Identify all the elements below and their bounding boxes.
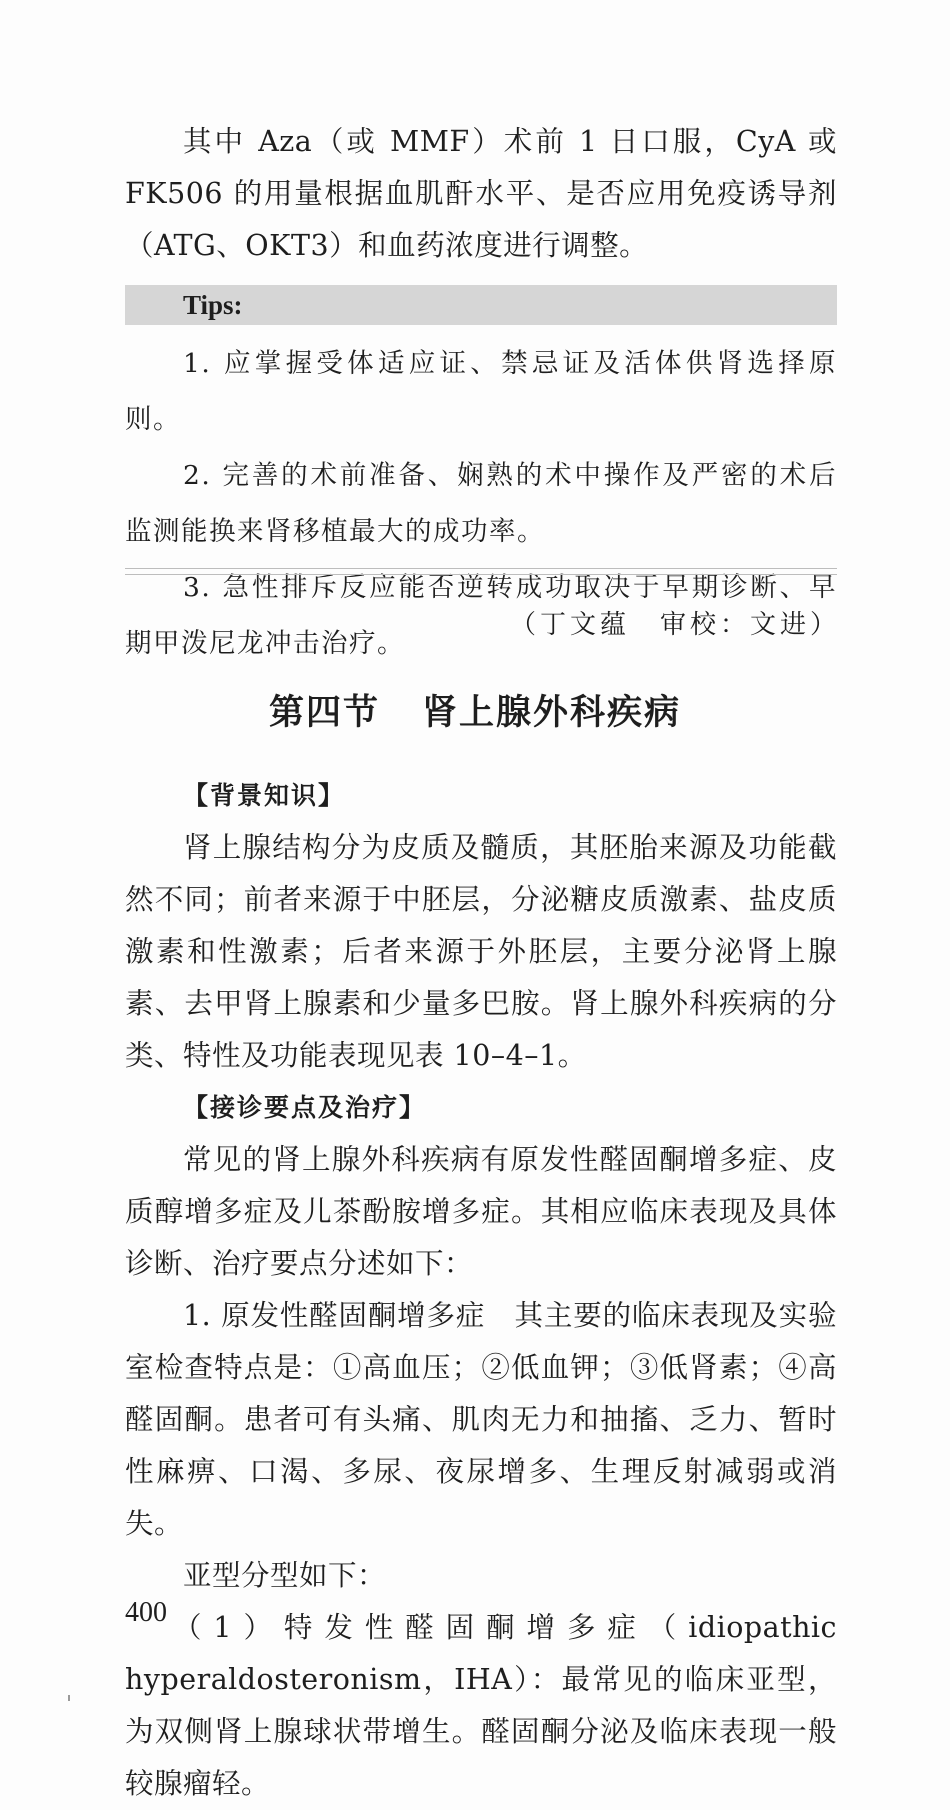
tips-label: Tips: (183, 290, 243, 320)
diagnosis-heading: 【接诊要点及治疗】 (183, 1093, 427, 1122)
section-title: 肾上腺外科疾病 (422, 692, 682, 733)
tips-item: 1. 应掌握受体适应证、禁忌证及活体供肾选择原则。 (125, 348, 837, 435)
iha-paragraph: （1）特发性醛固酮增多症（idiopathic hyperaldosteronism，IHA）：最常见的临床亚型，为双侧肾上腺球状带增生。醛固酮分泌及临床表现一般较腺瘤轻。 (125, 1611, 837, 1800)
subtype-intro: 亚型分型如下： (183, 1559, 387, 1592)
tips-item: 3. 急性排斥反应能否逆转成功取决于早期诊断、早期甲泼尼龙冲击治疗。 (125, 572, 837, 659)
body-section (125, 770, 837, 1810)
page-number: 400 (125, 1597, 167, 1628)
tips-header-bar (125, 285, 837, 325)
intro-paragraph: 其中 Aza（或 MMF）术前 1 日口服，CyA 或 FK506 的用量根据血肌酐水平、是否应用免疫诱导剂（ATG、OKT3）和血药浓度进行调整。 (125, 125, 837, 262)
background-paragraph: 肾上腺结构分为皮质及髓质，其胚胎来源及功能截然不同；前者来源于中胚层，分泌糖皮质激素、盐皮质激素和性激素；后者来源于外胚层，主要分泌肾上腺素、去甲肾上腺素和少量多巴胺。肾上腺外科疾病的分类、特性及功能表现见表 10–4–1。 (125, 831, 837, 1072)
tips-item: 2. 完善的术前准备、娴熟的术中操作及严密的术后监测能换来肾移植最大的成功率。 (125, 460, 837, 547)
scan-mark (68, 1695, 70, 1701)
tips-divider (125, 568, 837, 575)
intro-section (125, 116, 837, 272)
background-heading: 【背景知识】 (183, 781, 346, 810)
section-heading (0, 685, 950, 735)
diagnosis-paragraph: 常见的肾上腺外科疾病有原发性醛固酮增多症、皮质醇增多症及儿茶酚胺增多症。其相应临床表现及具体诊断、治疗要点分述如下： (125, 1143, 837, 1280)
author-credit: （丁文蕴 审校：文进） (509, 610, 840, 640)
aldosteronism-paragraph: 1. 原发性醛固酮增多症 其主要的临床表现及实验室检查特点是：①高血压；②低血钾；③低肾素；④高醛固酮。患者可有头痛、肌肉无力和抽搐、乏力、暂时性麻痹、口渴、多尿、夜尿增多、生理反射减弱或消失。 (125, 1299, 837, 1540)
section-number: 第四节 (268, 692, 380, 733)
